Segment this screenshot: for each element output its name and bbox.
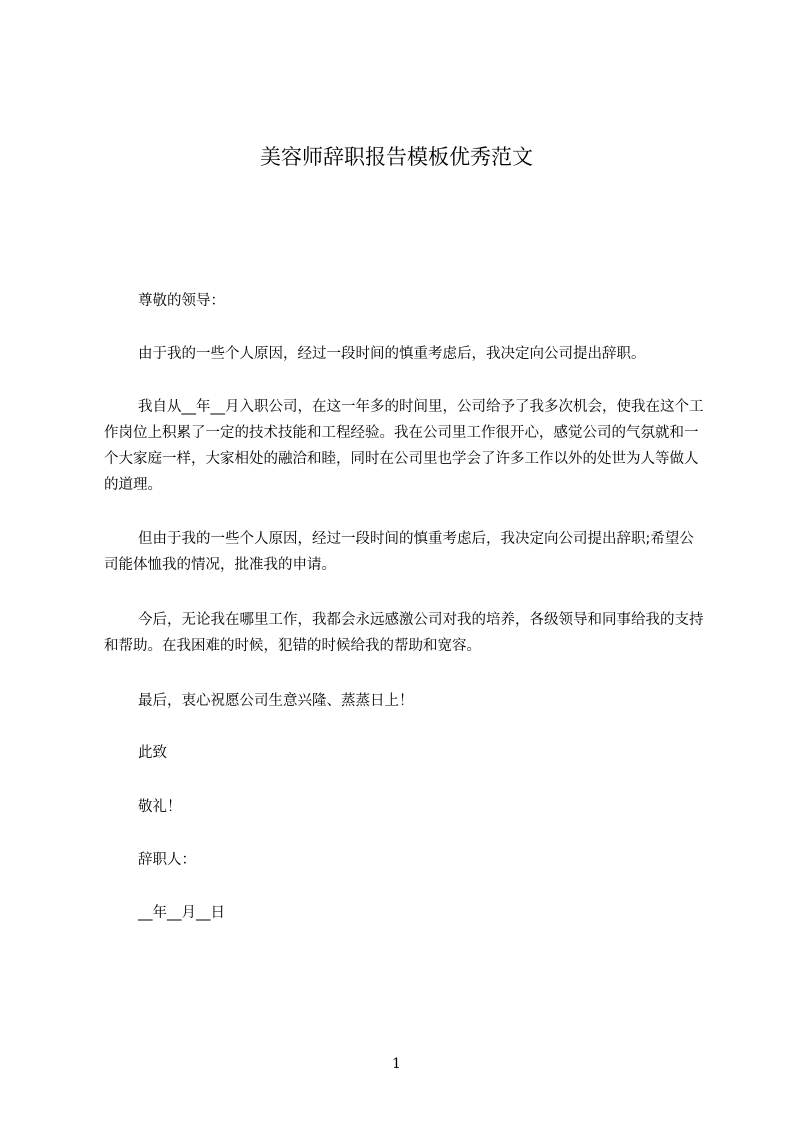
body-paragraph-1: 由于我的一些个人原因，经过一段时间的慎重考虑后，我决定向公司提出辞职。 bbox=[138, 346, 646, 362]
salutation: 尊敬的领导： bbox=[138, 293, 225, 309]
body-paragraph-5: 最后，衷心祝愿公司生意兴隆、蒸蒸日上！ bbox=[138, 693, 414, 709]
signature-label: 辞职人： bbox=[138, 852, 196, 868]
date-line: __年__月__日 bbox=[138, 905, 225, 921]
page-number: 1 bbox=[392, 1056, 401, 1072]
closing-line: 此致 bbox=[138, 745, 167, 761]
body-paragraph-4: 今后，无论我在哪里工作，我都会永远感激公司对我的培养，各级领导和同事给我的支持和帮助。在我困难的时候，犯错的时候给我的帮助和宽容。 bbox=[104, 612, 704, 654]
regards-line: 敬礼！ bbox=[138, 799, 182, 815]
body-paragraph-3: 但由于我的一些个人原因，经过一段时间的慎重考虑后，我决定向公司提出辞职;希望公司能体恤我的情况，批准我的申请。 bbox=[104, 531, 694, 573]
body-paragraph-2: 我自从__年__月入职公司，在这一年多的时间里，公司给予了我多次机会，使我在这个工作岗位上积累了一定的技术技能和工程经验。我在公司里工作很开心，感觉公司的气氛就和一个大家庭一样，大家相处的融洽和睦，同时在公司里也学会了许多工作以外的处世为人等做人的道理。 bbox=[104, 399, 704, 493]
document-title: 美容师辞职报告模板优秀范文 bbox=[260, 145, 533, 169]
